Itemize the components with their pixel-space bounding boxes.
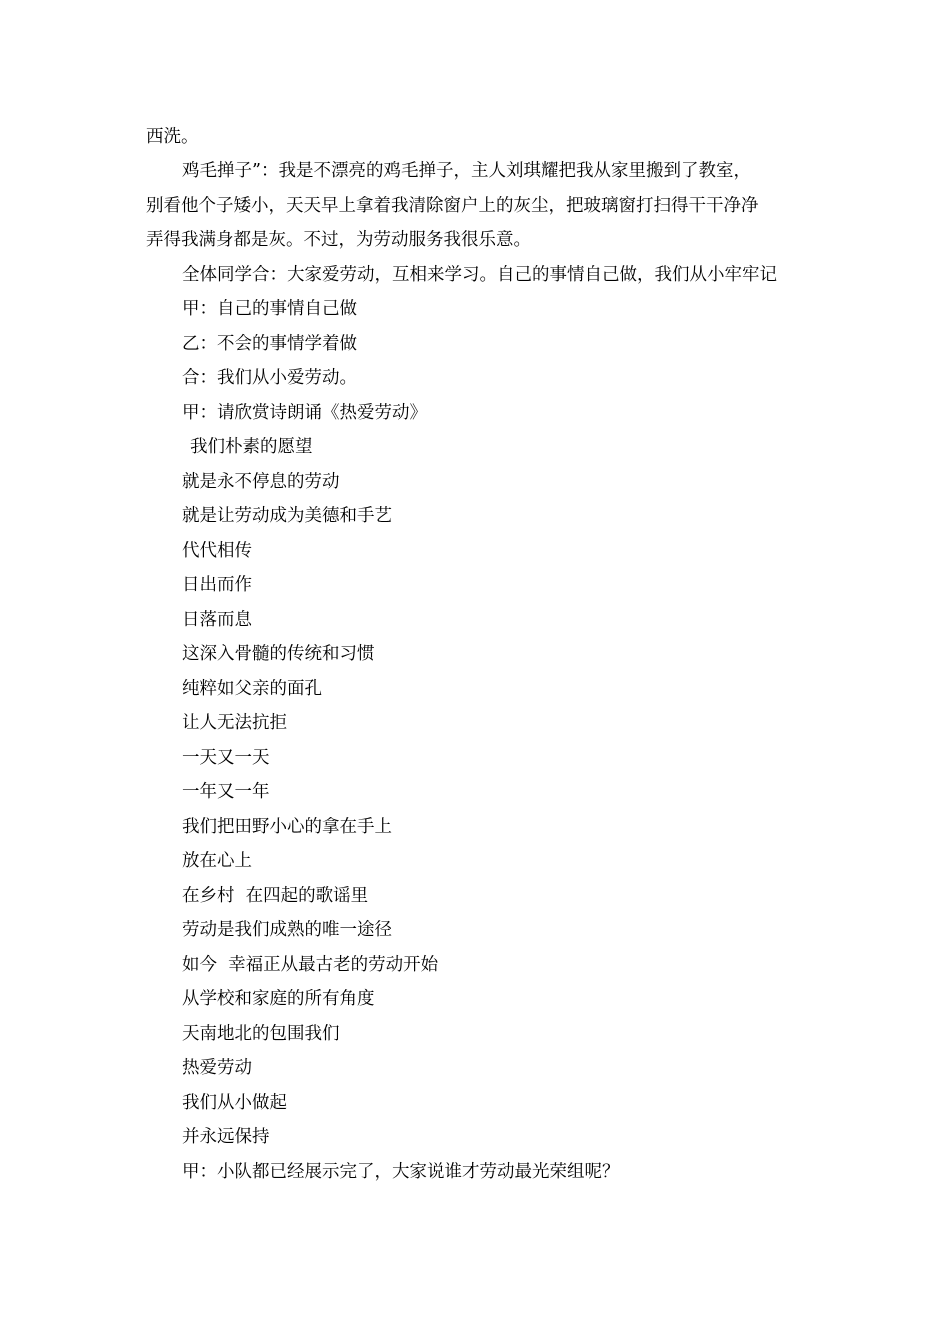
text-line: 西洗。 [146, 127, 199, 147]
text-line: 就是让劳动成为美德和手艺 [182, 506, 392, 526]
text-line: 这深入骨髓的传统和习惯 [182, 644, 375, 664]
text-line: 甲：自己的事情自己做 [182, 299, 357, 319]
text-line: 我们朴素的愿望 [190, 437, 313, 457]
text-line: 一年又一年 [182, 782, 270, 802]
text-line: 乙：不会的事情学着做 [182, 334, 357, 354]
text-line: 天南地北的包围我们 [182, 1024, 340, 1044]
text-line: 在乡村 在四起的歌谣里 [182, 886, 369, 906]
text-line: 甲：请欣赏诗朗诵《热爱劳动》 [182, 403, 427, 423]
text-line: 鸡毛掸子”：我是不漂亮的鸡毛掸子，主人刘琪耀把我从家里搬到了教室， [182, 161, 751, 181]
text-line: 甲：小队都已经展示完了，大家说谁才劳动最光荣组呢？ [182, 1162, 620, 1182]
text-line: 合：我们从小爱劳动。 [182, 368, 357, 388]
text-line: 如今 幸福正从最古老的劳动开始 [182, 955, 439, 975]
text-line: 让人无法抗拒 [182, 713, 287, 733]
text-line: 放在心上 [182, 851, 252, 871]
text-line: 并永远保持 [182, 1127, 270, 1147]
text-line: 别看他个子矮小，天天早上拿着我清除窗户上的灰尘，把玻璃窗打扫得干干净净 [146, 196, 759, 216]
text-line: 从学校和家庭的所有角度 [182, 989, 375, 1009]
text-line: 全体同学合：大家爱劳动，互相来学习。自己的事情自己做，我们从小牢牢记 [182, 265, 777, 285]
text-line: 热爱劳动 [182, 1058, 252, 1078]
text-line: 一天又一天 [182, 748, 270, 768]
text-line: 代代相传 [182, 541, 252, 561]
text-line: 劳动是我们成熟的唯一途径 [182, 920, 392, 940]
text-line: 日出而作 [182, 575, 252, 595]
text-line: 纯粹如父亲的面孔 [182, 679, 322, 699]
text-line: 弄得我满身都是灰。不过，为劳动服务我很乐意。 [146, 230, 531, 250]
text-line: 就是永不停息的劳动 [182, 472, 340, 492]
text-line: 我们从小做起 [182, 1093, 287, 1113]
text-line: 日落而息 [182, 610, 252, 630]
text-line: 我们把田野小心的拿在手上 [182, 817, 392, 837]
